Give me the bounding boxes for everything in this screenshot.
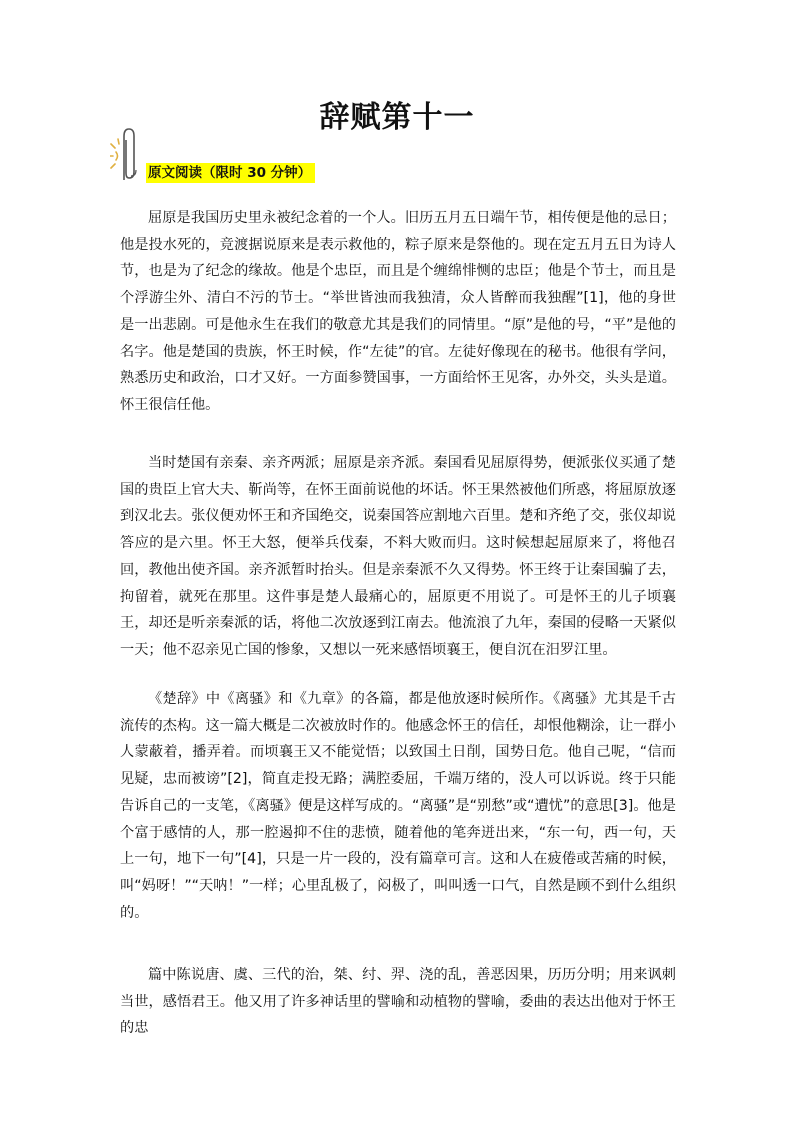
section-label: 原文阅读（限时 30 分钟）	[146, 163, 315, 183]
paragraph-1: 屈原是我国历史里永被纪念着的一个人。旧历五月五日端午节，相传便是他的忌日；他是投水死的，竞渡据说原来是表示救他的，粽子原来是祭他的。现在定五月五日为诗人节，也是为了纪念的缘故。他是个忠臣，而且是个缠绵悱恻的忠臣；他是个节士，而且是个浮游尘外、清白不污的节士。“举世皆浊而我独清，众人皆醉而我独醒”[1]，他的身世是一出悲剧。可是他永生在我们的敬意尤其是我们的同情里。“原”是他的号，“平”是他的名字。他是楚国的贵族，怀王时候，作“左徒”的官。左徒好像现在的秘书。他很有学问，熟悉历史和政治，口才又好。一方面参赞国事，一方面给怀王见客，办外交，头头是道。怀王很信任他。	[120, 210, 676, 413]
paragraph-2: 当时楚国有亲秦、亲齐两派；屈原是亲齐派。秦国看见屈原得势，便派张仪买通了楚国的贵臣上官大夫、靳尚等，在怀王面前说他的坏话。怀王果然被他们所惑，将屈原放逐到汉北去。张仪便劝怀王和齐国绝交，说秦国答应割地六百里。楚和齐绝了交，张仪却说答应的是六里。怀王大怒，便举兵伐秦，不料大败而归。这时候想起屈原来了，将他召回，教他出使齐国。亲齐派暂时抬头。但是亲秦派不久又得势。怀王终于让秦国骗了去，拘留着，就死在那里。这件事是楚人最痛心的，屈原更不用说了。可是怀王的儿子顷襄王，却还是听亲秦派的话，将他二次放逐到江南去。他流浪了九年，秦国的侵略一天紧似一天；他不忍亲见亡国的惨象，又想以一死来感悟顷襄王，便自沉在汨罗江里。	[120, 455, 676, 658]
paperclip-sun-icon	[110, 126, 144, 184]
paragraph-4: 篇中陈说唐、虞、三代的治，桀、纣、羿、浇的乱，善恶因果，历历分明；用来讽刺当世，感悟君王。他又用了许多神话里的譬喻和动植物的譬喻，委曲的表达出他对于怀王的忠	[120, 967, 676, 1037]
page-title: 辞赋第十一	[319, 100, 475, 135]
paragraph-3: 《楚辞》中《离骚》和《九章》的各篇，都是他放逐时候所作。《离骚》尤其是千古流传的杰构。这一篇大概是二次被放时作的。他感念怀王的信任，却恨他糊涂，让一群小人蒙蔽着，播弄着。而顷襄王又不能觉悟；以致国土日削，国势日危。他自己呢，“信而见疑，忠而被谤”[2]，简直走投无路；满腔委屈，千端万绪的，没人可以诉说。终于只能告诉自己的一支笔，《离骚》便是这样写成的。“离骚”是“别愁”或“遭忧”的意思[3]。他是个富于感情的人，那一腔遏抑不住的悲愤，随着他的笔奔迸出来，“东一句，西一句，天上一句，地下一句”[4]，只是一片一段的，没有篇章可言。这和人在疲倦或苦痛的时候，叫“妈呀！”“天呐！”一样；心里乱极了，闷极了，叫叫透一口气，自然是顾不到什么组织的。	[120, 691, 676, 921]
